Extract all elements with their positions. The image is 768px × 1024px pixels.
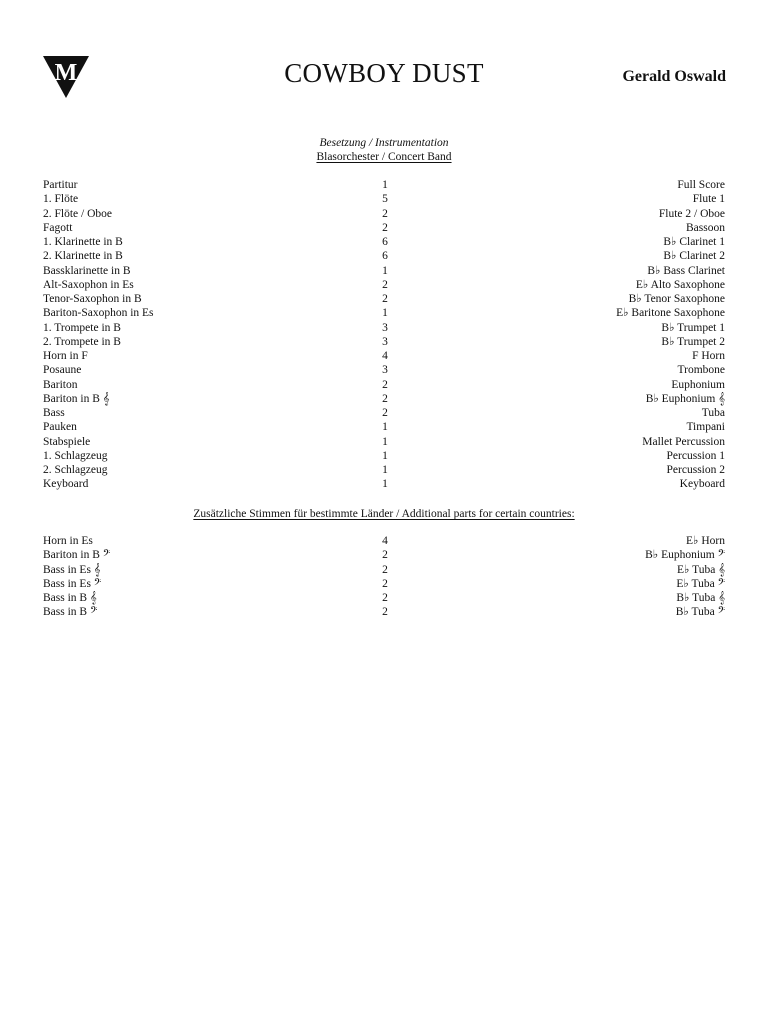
part-name-german: Bass in Es 𝄢 bbox=[43, 577, 102, 590]
part-quantity: 1 bbox=[382, 179, 388, 191]
part-row bbox=[43, 292, 725, 306]
part-row bbox=[43, 264, 725, 278]
part-name-german: 2. Trompete in B bbox=[43, 335, 121, 348]
part-row bbox=[43, 435, 725, 449]
part-quantity: 2 bbox=[382, 407, 388, 419]
part-name-german: 2. Klarinette in B bbox=[43, 250, 123, 263]
part-name-english: Timpani bbox=[686, 421, 725, 434]
part-quantity: 2 bbox=[382, 549, 388, 562]
part-name-english: B♭ Clarinet 2 bbox=[663, 250, 725, 263]
part-quantity: 6 bbox=[382, 236, 388, 248]
part-row bbox=[43, 306, 725, 320]
part-name-german: Stabspiele bbox=[43, 435, 91, 448]
part-quantity: 1 bbox=[382, 264, 388, 277]
part-row bbox=[43, 192, 725, 206]
part-name-german: Tenor-Saxophon in B bbox=[43, 293, 142, 305]
part-name-german: Bass bbox=[43, 407, 65, 419]
part-quantity: 2 bbox=[382, 577, 388, 590]
composer-name: Gerald Oswald bbox=[622, 68, 726, 85]
part-name-english: B♭ Bass Clarinet bbox=[647, 264, 725, 277]
part-name-english: Tuba bbox=[701, 407, 725, 419]
part-quantity: 2 bbox=[382, 278, 388, 291]
part-name-german: 2. Flöte / Oboe bbox=[43, 207, 112, 220]
part-quantity: 3 bbox=[382, 335, 388, 348]
part-row bbox=[43, 278, 725, 292]
part-quantity: 1 bbox=[382, 421, 388, 434]
part-name-english: B♭ Trumpet 2 bbox=[661, 335, 725, 348]
part-quantity: 1 bbox=[382, 307, 388, 320]
part-name-english: E♭ Baritone Saxophone bbox=[616, 307, 725, 320]
part-row bbox=[43, 363, 725, 377]
additional-parts-heading-text: Zusätzliche Stimmen für bestimmte Länder / Additional parts for certain countries: bbox=[193, 508, 575, 520]
part-row bbox=[43, 605, 725, 619]
part-name-english: Keyboard bbox=[679, 478, 725, 491]
part-name-english: Trombone bbox=[677, 364, 725, 377]
part-name-english: B♭ Euphonium 𝄢 bbox=[645, 549, 725, 562]
part-quantity: 2 bbox=[382, 221, 388, 234]
part-quantity: 2 bbox=[382, 293, 388, 305]
part-name-german: Posaune bbox=[43, 364, 82, 377]
publisher-logo-letter: M bbox=[54, 60, 78, 86]
part-quantity: 1 bbox=[382, 464, 388, 476]
part-quantity: 1 bbox=[382, 435, 388, 448]
part-row bbox=[43, 249, 725, 263]
part-name-english: B♭ Trumpet 1 bbox=[661, 321, 725, 334]
part-name-english: Percussion 1 bbox=[666, 449, 725, 462]
part-name-german: Pauken bbox=[43, 421, 77, 434]
part-quantity: 2 bbox=[382, 378, 388, 391]
part-name-english: B♭ Clarinet 1 bbox=[663, 236, 725, 248]
part-name-english: E♭ Horn bbox=[686, 535, 725, 547]
part-name-english: Flute 1 bbox=[692, 193, 725, 206]
part-name-german: Bariton-Saxophon in Es bbox=[43, 307, 154, 320]
part-row bbox=[43, 392, 725, 406]
part-name-german: Bass in B 𝄢 bbox=[43, 606, 98, 619]
additional-parts-heading bbox=[0, 507, 768, 521]
part-row bbox=[43, 591, 725, 605]
part-row bbox=[43, 406, 725, 420]
instrumentation-heading-text: Besetzung / Instrumentation bbox=[319, 137, 449, 149]
part-row bbox=[43, 335, 725, 349]
additional-parts-table bbox=[43, 534, 725, 620]
part-name-english: Flute 2 / Oboe bbox=[658, 207, 725, 220]
part-quantity: 2 bbox=[382, 207, 388, 220]
part-quantity: 1 bbox=[382, 478, 388, 491]
part-name-german: 1. Schlagzeug bbox=[43, 449, 108, 462]
instrumentation-heading bbox=[0, 136, 768, 150]
part-name-german: Bariton in B 𝄞 bbox=[43, 392, 110, 405]
instrumentation-table bbox=[43, 178, 725, 492]
part-quantity: 2 bbox=[382, 563, 388, 576]
part-name-german: 1. Trompete in B bbox=[43, 321, 121, 334]
part-name-english: Full Score bbox=[677, 179, 725, 191]
piece-title: COWBOY DUST bbox=[284, 58, 484, 88]
part-name-english: Euphonium bbox=[671, 378, 725, 391]
part-name-german: Horn in Es bbox=[43, 535, 93, 547]
part-name-english: E♭ Tuba 𝄢 bbox=[676, 577, 725, 590]
part-row bbox=[43, 378, 725, 392]
part-row bbox=[43, 420, 725, 434]
part-row bbox=[43, 563, 725, 577]
part-row bbox=[43, 548, 725, 562]
part-row bbox=[43, 207, 725, 221]
part-row bbox=[43, 235, 725, 249]
ensemble-heading bbox=[0, 150, 768, 164]
part-quantity: 2 bbox=[382, 392, 388, 405]
part-quantity: 4 bbox=[382, 350, 388, 362]
part-name-german: Bass in Es 𝄞 bbox=[43, 563, 101, 576]
part-name-english: E♭ Tuba 𝄞 bbox=[676, 563, 725, 576]
part-name-english: Percussion 2 bbox=[666, 464, 725, 476]
part-name-german: Bariton in B 𝄢 bbox=[43, 549, 111, 562]
part-name-german: Fagott bbox=[43, 221, 73, 234]
ensemble-heading-text: Blasorchester / Concert Band bbox=[316, 151, 452, 163]
part-name-german: Bass in B 𝄞 bbox=[43, 592, 97, 604]
part-name-german: 2. Schlagzeug bbox=[43, 464, 108, 476]
part-row bbox=[43, 321, 725, 335]
part-name-english: Bassoon bbox=[686, 221, 725, 234]
part-name-english: F Horn bbox=[692, 350, 725, 362]
part-name-english: B♭ Tuba 𝄢 bbox=[675, 606, 725, 619]
part-row bbox=[43, 349, 725, 363]
part-row bbox=[43, 449, 725, 463]
part-quantity: 4 bbox=[382, 535, 388, 547]
part-name-german: 1. Flöte bbox=[43, 193, 79, 206]
part-name-german: 1. Klarinette in B bbox=[43, 236, 123, 248]
part-row bbox=[43, 221, 725, 235]
part-name-english: E♭ Alto Saxophone bbox=[635, 278, 725, 291]
part-row bbox=[43, 577, 725, 591]
part-quantity: 1 bbox=[382, 449, 388, 462]
part-quantity: 6 bbox=[382, 250, 388, 263]
part-name-german: Partitur bbox=[43, 179, 78, 191]
part-quantity: 3 bbox=[382, 364, 388, 377]
part-quantity: 2 bbox=[382, 606, 388, 619]
part-name-german: Alt-Saxophon in Es bbox=[43, 278, 134, 291]
part-row bbox=[43, 477, 725, 491]
part-name-english: B♭ Euphonium 𝄞 bbox=[645, 392, 725, 405]
part-name-english: B♭ Tuba 𝄞 bbox=[676, 592, 725, 604]
part-name-german: Horn in F bbox=[43, 350, 88, 362]
part-row bbox=[43, 178, 725, 192]
part-quantity: 3 bbox=[382, 321, 388, 334]
part-row bbox=[43, 463, 725, 477]
part-quantity: 5 bbox=[382, 193, 388, 206]
part-name-german: Bariton bbox=[43, 378, 78, 391]
part-name-german: Keyboard bbox=[43, 478, 89, 491]
part-name-german: Bassklarinette in B bbox=[43, 264, 131, 277]
part-row bbox=[43, 534, 725, 548]
part-name-english: Mallet Percussion bbox=[642, 435, 725, 448]
part-quantity: 2 bbox=[382, 592, 388, 604]
part-name-english: B♭ Tenor Saxophone bbox=[628, 293, 725, 305]
